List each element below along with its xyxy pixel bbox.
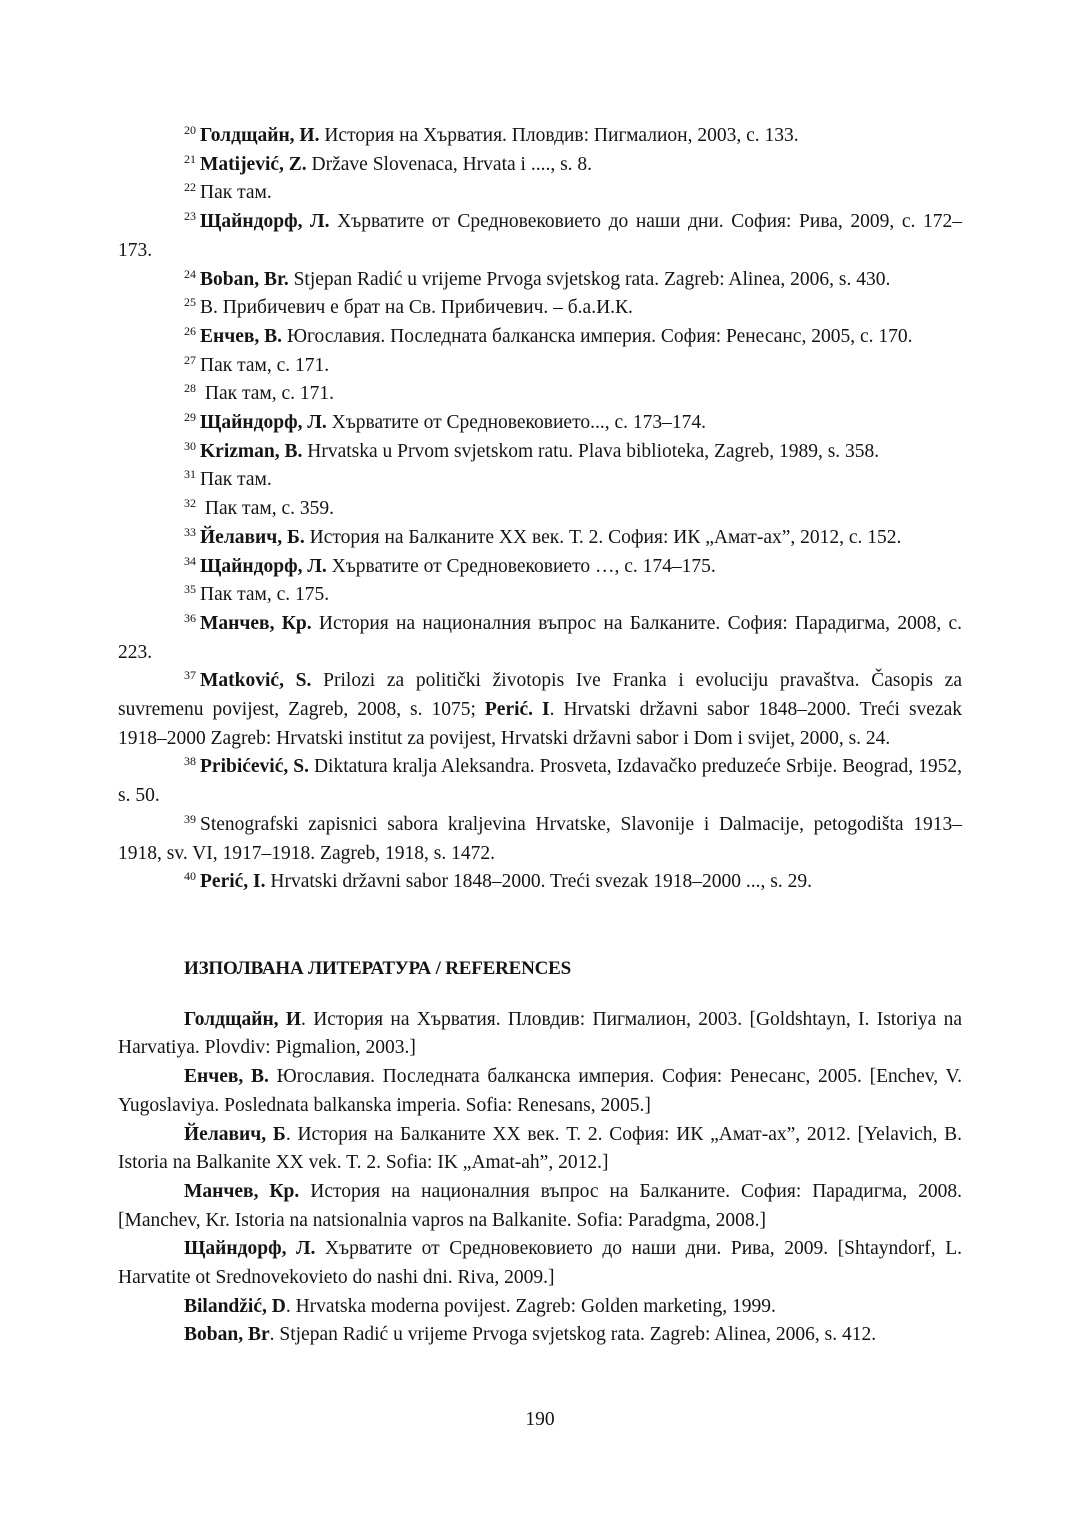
reference-text: Хърватите от Средновековието до наши дни. Рива, 2009. [Shtayndorf, L. Harvatite ot Srednovekovieto do nashi dni. Riva, 2009.] [118,1238,962,1289]
footnote-number: 40 [184,869,196,884]
footnote-text: . Hrvatski državni sabor 1848–2000. Treći svezak 1918–2000 Zagreb: Hrvatski institut za povijest, Hrvatski državni sabor i Dom i svijet, 2000, s. 24. [118,699,962,749]
footnote-number: 32 [184,496,196,511]
footnote-number: 34 [184,553,196,568]
footnote-number: 22 [184,180,196,195]
footnote-number: 37 [184,668,196,683]
footnote-30 [118,438,962,467]
footnote-number: 39 [184,811,196,826]
footnote-text: Hrvatska u Prvom svjetskom ratu. Plava biblioteka, Zagreb, 1989, s. 358. [302,440,880,462]
footnote-text: Хърватите от Средновековието до наши дни. София: Рива, 2009, с. 172–173. [118,211,962,261]
footnote-author: Matijević, Z. [200,153,307,175]
reference-author: Енчев, В. [184,1066,269,1088]
footnote-40 [118,868,962,897]
footnote-25 [118,294,962,323]
footnote-text: Югославия. Последната балканска империя. София: Ренесанс, 2005, с. 170. [282,325,913,347]
footnote-39 [118,811,962,868]
reference-text: . История на Балканите XX век. Т. 2. София: ИК „Амат-ах”, 2012. [Yelavich, B. Istoria na Balkanite XX vek. T. 2. Sofia: IK „Amat-ah”, 2012.] [118,1123,963,1174]
footnote-text: Пак там, с. 359. [200,498,334,520]
footnote-number: 27 [184,352,196,367]
footnote-20 [118,122,962,151]
footnote-29 [118,409,962,438]
footnote-text: Države Slovenaca, Hrvata i ...., s. 8. [306,153,593,175]
footnote-number: 28 [184,381,196,396]
footnote-text: Пак там, с. 171. [200,354,330,376]
footnote-text: История на Хърватия. Пловдив: Пигмалион, 2003, с. 133. [319,125,799,146]
footnote-32 [118,495,962,524]
footnote-author: Щайндорф, Л. [200,555,327,577]
footnote-35 [118,581,962,610]
footnote-number: 33 [184,524,196,539]
footnote-21 [118,151,962,180]
footnote-number: 38 [184,754,196,769]
footnote-author: Krizman, B. [200,440,303,462]
reference-text: Югославия. Последната балканска империя. София: Ренесанс, 2005. [Enchev, V. Yugoslaviya. Poslednata balkanska imperia. Sofia: Renesans, 2005.] [118,1066,962,1116]
footnote-text: Prilozi za politički životopis Ive Franka i evoluciju pravaštva. Časopis za suvremenu povijest, Zagreb, 2008, s. 1075; [118,670,962,721]
reference-author: Bilandžić, D [184,1295,286,1317]
footnote-number: 23 [184,209,196,224]
reference-author: Голдщайн, И [184,1008,302,1030]
reference-text: . Stjepan Radić u vrijeme Prvoga svjetskog rata. Zagreb: Alinea, 2006, s. 412. [269,1324,877,1346]
footnote-text: В. Прибичевич е брат на Св. Прибичевич. – б.а.И.К. [200,297,633,319]
footnote-author: Енчев, В. [200,325,283,347]
footnote-26 [118,323,962,352]
reference-item [118,1235,962,1292]
footnote-number: 35 [184,582,196,597]
reference-item [118,1063,962,1120]
footnote-28 [118,380,962,409]
footnote-number: 20 [184,123,196,137]
reference-author: Щайндорф, Л. [184,1238,316,1260]
footnote-author: Голдщайн, И. [200,125,320,146]
footnote-number: 31 [184,467,196,482]
reference-author: Манчев, Кр. [184,1180,300,1202]
footnote-author: Йелавич, Б. [200,526,305,548]
reference-text: История на националния въпрос на Балканите. София: Парадигма, 2008. [Manchev, Kr. Istoria na natsionalnia vapros na Balkanite. Sofia: Paradgma, 2008.] [118,1180,963,1231]
footnote-34 [118,553,962,582]
footnote-text: История на Балканите XX век. Т. 2. София: ИК „Амат-ах”, 2012, с. 152. [304,526,902,548]
footnote-31 [118,466,962,495]
footnote-text: Diktatura kralja Aleksandra. Prosveta, Izdavačko preduzeće Srbije. Beograd, 1952, s. 50. [118,756,962,807]
footnote-number: 24 [184,266,196,281]
footnote-author: Pribićević, S. [200,756,309,778]
footnote-33 [118,524,962,553]
footnote-author: Щайндорф, Л. [200,412,327,434]
footnote-text: Stjepan Radić u vrijeme Prvoga svjetskog rata. Zagreb: Alinea, 2006, s. 430. [288,268,891,290]
footnote-author: Щайндорф, Л. [200,211,330,233]
footnote-text: Хърватите от Средновековието …, с. 174–175. [326,555,716,577]
footnote-text: Пак там. [200,182,272,204]
footnote-27 [118,352,962,381]
footnote-number: 26 [184,323,196,338]
references-heading: ИЗПОЛВАНА ЛИТЕРАТУРА / REFERENCES [184,957,571,979]
footnote-38 [118,753,962,810]
reference-item [118,1121,962,1178]
footnote-number: 25 [184,295,196,310]
footnote-23 [118,208,962,265]
footnote-text: Пак там. [200,469,272,491]
footnote-text: Hrvatski državni sabor 1848–2000. Treći svezak 1918–2000 ..., s. 29. [265,871,812,893]
footnote-author: Perić, I. [200,871,266,893]
footnote-author: Matković, S. [200,670,312,692]
footnote-text: Хърватите от Средновековието..., с. 173–174. [326,412,707,434]
reference-item [118,1293,962,1322]
references-list [118,1006,962,1350]
reference-item [118,1321,962,1350]
reference-text: . Hrvatska moderna povijest. Zagreb: Golden marketing, 1999. [285,1295,776,1317]
reference-author: Boban, Br [184,1324,270,1346]
footnote-24 [118,266,962,295]
reference-author: Йелавич, Б [184,1123,286,1145]
footnote-author: Манчев, Кр. [200,612,312,634]
reference-item [118,1006,962,1063]
footnotes-section [118,122,962,897]
footnote-author: Perić. I [484,699,550,721]
footnote-text: Stenografski zapisnici sabora kraljevina Hrvatske, Slavonije i Dalmacije, petogodišta 1913–1918, sv. VI, 1917–1918. Zagreb, 1918, s. 1472. [118,813,962,864]
footnote-number: 30 [184,438,196,453]
footnote-36 [118,610,962,667]
footnote-number: 36 [184,610,196,625]
footnote-number: 21 [184,151,196,166]
reference-item [118,1178,962,1235]
reference-text: . История на Хърватия. Пловдив: Пигмалион, 2003. [Goldshtayn, I. Istoriya na Harvatiya. Plovdiv: Pigmalion, 2003.] [118,1008,962,1059]
footnote-number: 29 [184,410,196,425]
footnote-text: Пак там, с. 171. [200,383,334,405]
page-number: 190 [525,1409,555,1430]
footnote-text: История на националния въпрос на Балканите. София: Парадигма, 2008, с. 223. [118,612,962,663]
footnote-22 [118,179,962,208]
footnote-author: Boban, Br. [200,268,289,290]
footnote-37 [118,667,962,753]
footnote-text: Пак там, с. 175. [200,584,330,606]
